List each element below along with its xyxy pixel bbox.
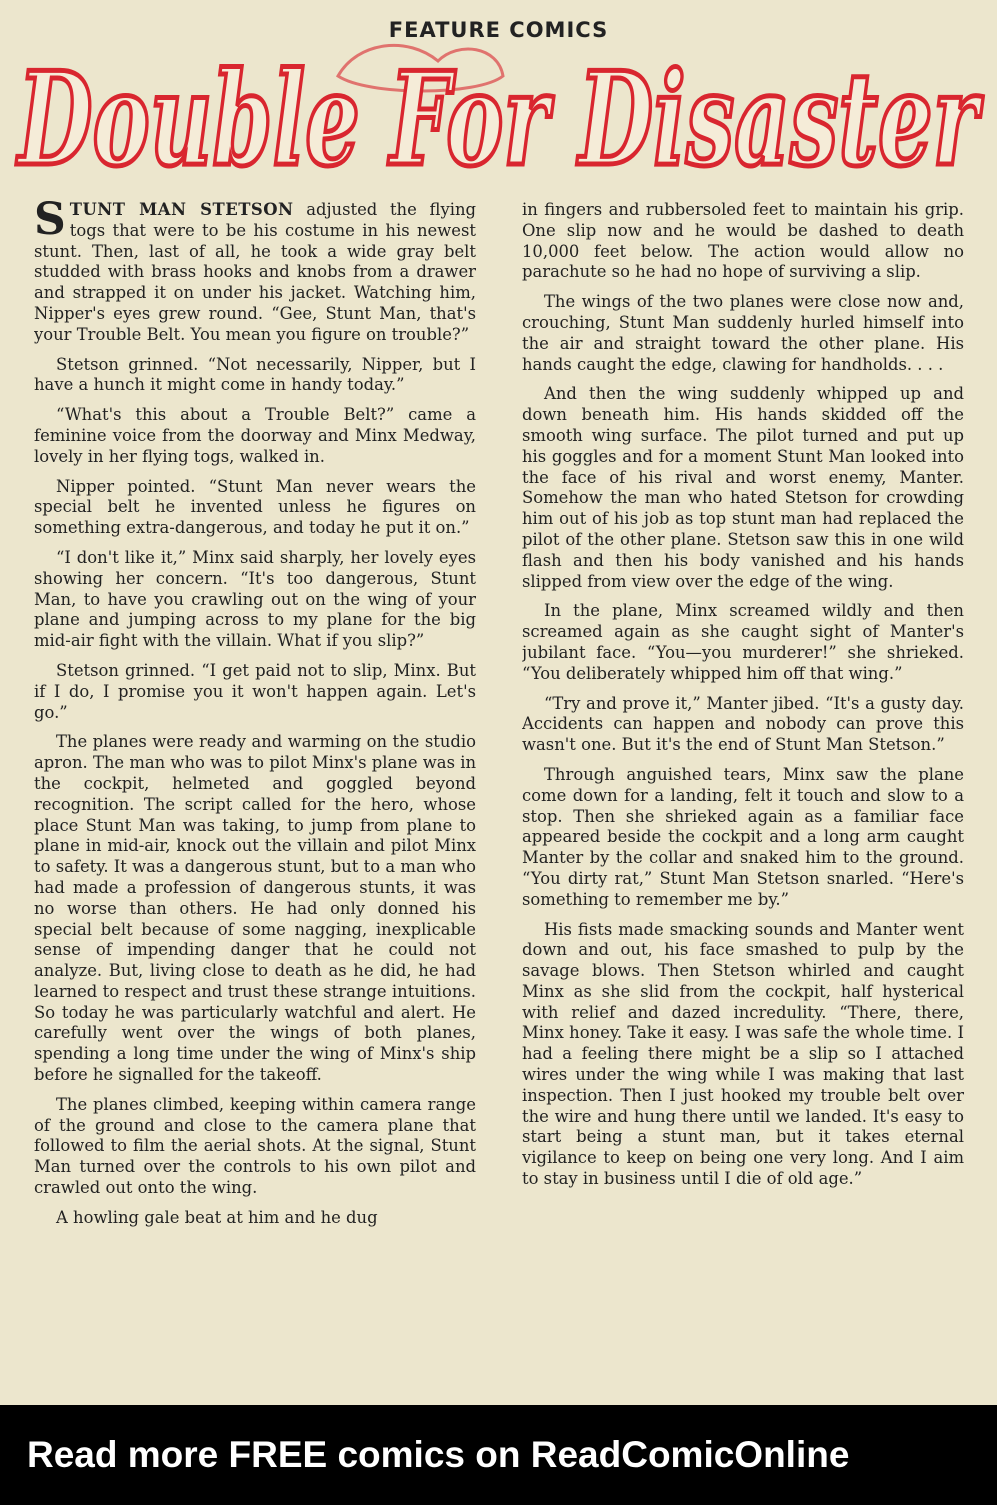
drop-cap: S (34, 200, 66, 245)
story-paragraph: A howling gale beat at him and he dug (56, 1207, 378, 1227)
title-lettering (8, 36, 988, 196)
story-paragraph: And then the wing suddenly whipped up and down beneath him. His hands skidded off the smooth wing surface. The pilot turned and put up his goggles and for a moment Stunt Man looked into the face of his rival and worst enemy, Manter. Somehow the man who hated Stetson for crowding him out of his job as top stunt man had replaced the pilot of the other plane. Stetson saw this in one wild flash and then his body vanished and his hands slipped from view over the edge of the wing. (522, 384, 964, 591)
story-paragraph: “What's this about a Trouble Belt?” came a feminine voice from the doorway and Minx Medway, lovely in her flying togs, walked in. (34, 405, 476, 466)
story-column-left (34, 200, 476, 1390)
story-paragraph: The planes climbed, keeping within camera range of the ground and close to the camera plane that followed to film the aerial shots. At the signal, Stunt Man turned over the controls to his own pilot and crawled out onto the wing. (34, 1094, 476, 1198)
story-paragraph: In the plane, Minx screamed wildly and then screamed again as she caught sight of Manter's jubilant face. “You—you murderer!” she shrieked. “You deliberately whipped him off that wing.” (522, 601, 964, 683)
paragraph-text: adjusted the flying togs that were to be his costume in his newest stunt. Then, last of all, he took a wide gray belt studded with brass hooks and knobs from a drawer and strapped it on under his jacket. Watching him, Nipper's eyes grew round. “Gee, Stunt Man, that's your Trouble Belt. You mean you figure on trouble?” (34, 200, 476, 344)
title-text: Double For Disaster (15, 45, 984, 195)
story-paragraph: The planes were ready and warming on the studio apron. The man who was to pilot Minx's plane was in the cockpit, helmeted and goggled beyond recognition. The script called for the hero, whose place Stunt Man was taking, to jump from plane to plane in mid-air, knock out the villain and pilot Minx to safety. It was a dangerous stunt, but to a man who had made a profession of dangerous stunts, it was no worse than others. He had only donned his special belt because of some nagging, inexplicable sense of impending danger that he could not analyze. But, living close to death as he did, he had learned to respect and trust these strange intuitions. So today he was particularly watchful and alert. He carefully went over the wings of both planes, spending a long time under the wing of Minx's ship before he signalled for the takeoff. (34, 732, 476, 1085)
story-columns (34, 200, 964, 1390)
story-paragraph: “Try and prove it,” Manter jibed. “It's a gusty day. Accidents can happen and nobody can prove this wasn't one. But it's the end of Stunt Man Stetson.” (522, 693, 964, 755)
story-paragraph: Stetson grinned. “I get paid not to slip, Minx. But if I do, I promise you it won't happen again. Let's go.” (34, 660, 476, 722)
story-paragraph: in fingers and rubbersoled feet to maintain his grip. One slip now and he would be dashed to death 10,000 feet below. The action would allow no parachute so he had no hope of surviving a slip. (522, 200, 964, 282)
story-title (8, 36, 988, 196)
story-paragraph: Through anguished tears, Minx saw the plane come down for a landing, felt it touch and slow to a stop. Then she shrieked again as a familiar face appeared beside the cockpit and a long arm caught Manter by the collar and snaked him to the ground. “You dirty rat,” Stunt Man Stetson snarled. “Here's something to remember me by.” (522, 764, 964, 909)
story-paragraph: The wings of the two planes were close now and, crouching, Stunt Man suddenly hurled himself into the air and straight toward the other plane. His hands caught the edge, clawing for handholds. . . . (522, 292, 964, 374)
masthead: FEATURE COMICS (388, 18, 609, 42)
story-paragraph: Nipper pointed. “Stunt Man never wears the special belt he invented unless he figures on something extra-dangerous, and today he put it on.” (34, 476, 476, 538)
promo-banner: Read more FREE comics on ReadComicOnline (0, 1405, 997, 1505)
lead-in: TUNT MAN STETSON (69, 200, 294, 219)
story-paragraph: Stetson grinned. “Not necessarily, Nipper, but I have a hunch it might come in handy today.” (34, 354, 476, 395)
story-column-right (522, 200, 964, 1390)
story-paragraph (34, 200, 476, 346)
story-paragraph: “I don't like it,” Minx said sharply, her lovely eyes showing her concern. “It's too dangerous, Stunt Man, to have you crawling out on the wing of your plane and jumping across to my plane for the big mid-air fight with the villain. What if you slip?” (34, 547, 476, 651)
story-paragraph: His fists made smacking sounds and Manter went down and out, his face smashed to pulp by the savage blows. Then Stetson whirled and caught Minx as she slid from the cockpit, half hysterical with relief and dazed incredulity. “There, there, Minx honey. Take it easy. I was safe the whole time. I had a feeling there might be a slip so I attached wires under the wing while I was making that last inspection. Then I just hooked my trouble belt over the wire and hung there until we landed. It's easy to start being a stunt man, but it takes eternal vigilance to keep on being one very long. And I aim to stay in business until I die of old age.” (522, 919, 964, 1189)
